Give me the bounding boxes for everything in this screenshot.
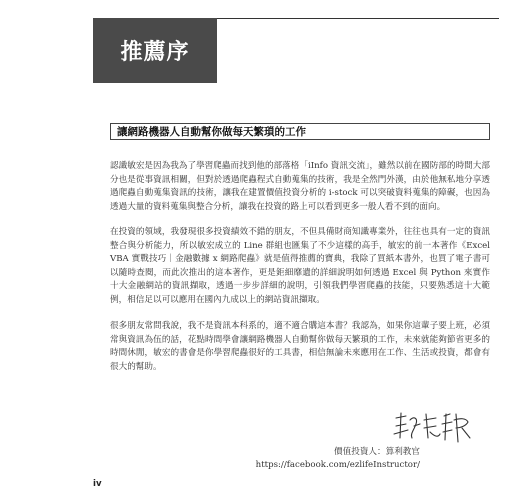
chapter-title-block bbox=[93, 18, 217, 83]
signature-url[interactable]: https://facebook.com/ezlifeInstructor/ bbox=[255, 460, 420, 470]
paragraph-1: 認識敏宏是因為我為了學習爬蟲而找到他的部落格「iInfo 資訊交流」，雖然以前在國防部的時間大部分也是從事資訊相關，但對於透過爬蟲程式自動蒐集的技術，我是全然門外漢，由於他無私地分享透過爬蟲自動蒐集資訊的技術，讓我在建置價值投資分析的 i-stock 可以突破資料蒐集的障礙，也因為透過大量的資料蒐集與整合分析，讓我在投資的路上可以看到更多一般人看不到的面向。 bbox=[110, 161, 490, 212]
article-heading: 讓網路機器人自動幫你做每天繁瑣的工作 bbox=[117, 126, 306, 138]
handwritten-signature bbox=[390, 408, 480, 446]
paragraph-2: 在投資的領域，我發現很多投資績效不錯的朋友，不但具備財商知識專業外，往往也具有一定的資訊整合與分析能力，所以敏宏成立的 Line 群組也匯集了不少這樣的高手，敏宏的前一本著作《Excel VBA 實戰技巧｜金融數據 x 網路爬蟲》就是值得推薦的寶典，我除了買紙本書外，也買了電子書可以隨時查閱，而此次推出的這本著作，更是鉅細靡遺的詳細說明如何透過 Excel 與 Python 來實作十大金融網站的資訊擷取，透過一步步詳細的說明，引領我們學習爬蟲的技能，只要熟悉這十大範例，相信足以可以應用在國內九成以上的網站資訊擷取。 bbox=[110, 227, 490, 305]
page-number: iv bbox=[93, 479, 102, 489]
chapter-title: 推薦序 bbox=[120, 40, 190, 65]
article-heading-box bbox=[110, 123, 490, 140]
signature-role: 價值投資人：算利教官 bbox=[334, 447, 420, 457]
paragraph-3: 很多朋友常問我說，我不是資訊本科系的，適不適合購這本書？我認為，如果你這輩子要上班，必須常與資訊為伍的話，花點時間學會讓網路機器人自動幫你做每天繁瑣的工作，未來就能夠節省更多的時間休閒，敏宏的書會是你學習爬蟲很好的工具書，相信無論未來應用在工作、生活或投資，都會有很大的幫助。 bbox=[110, 321, 490, 372]
